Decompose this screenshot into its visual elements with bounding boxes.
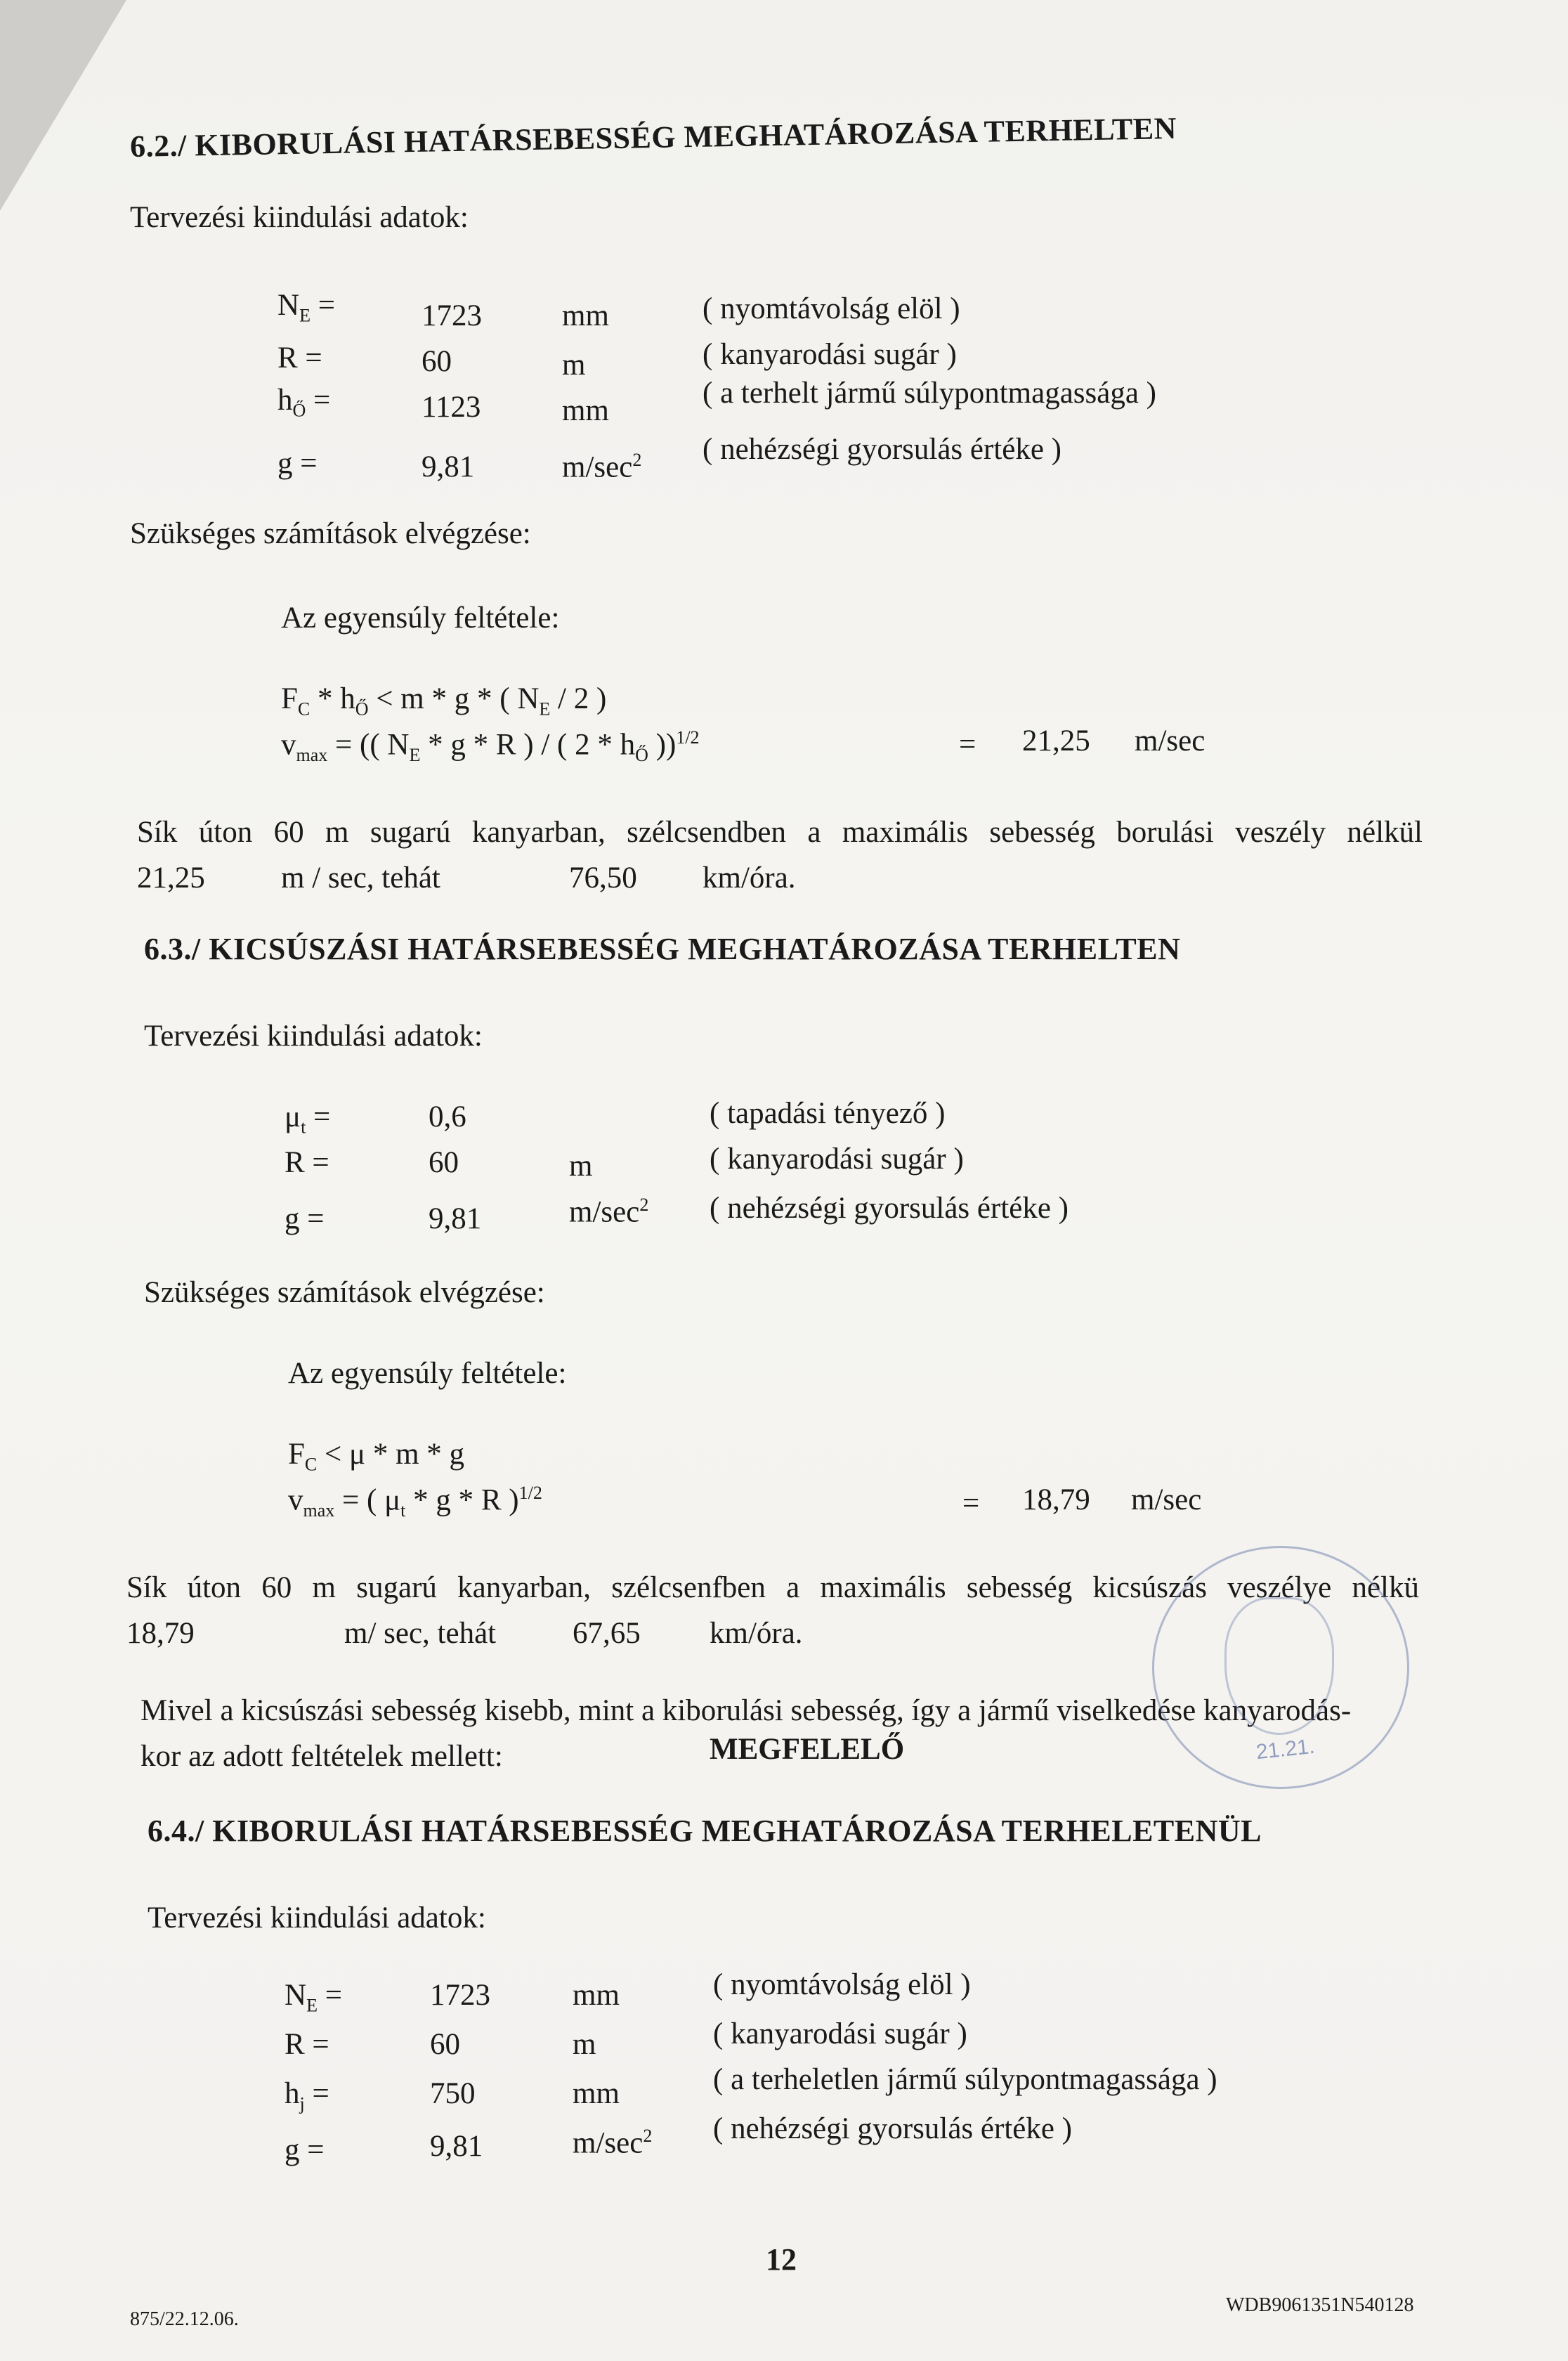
param-label-r: R = (285, 1146, 329, 1179)
param-label-r: R = (285, 2028, 329, 2061)
footer-doc-ref: 875/22.12.06. (130, 2308, 239, 2330)
param-desc: ( kanyarodási sugár ) (713, 2017, 967, 2050)
conclusion-line-1: Sík úton 60 m sugarú kanyarban, szélcsendben a maximális sebesség borulási veszély nélkül (137, 816, 1423, 849)
param-unit: mm (562, 299, 609, 332)
footer-vin: WDB9061351N540128 (1226, 2294, 1414, 2316)
stamp-text: 21.21. (1255, 1734, 1316, 1764)
param-desc: ( nehézségi gyorsulás értéke ) (703, 433, 1062, 466)
param-desc: ( kanyarodási sugár ) (710, 1143, 964, 1176)
result-equals: = (962, 1487, 980, 1520)
param-label-ho: $h_Ő$ = (277, 384, 331, 421)
param-label-r: R = (277, 342, 322, 375)
param-desc: ( kanyarodási sugár ) (703, 338, 957, 371)
param-value: 1123 (422, 391, 481, 424)
conclusion-text: m/ sec, tehát (344, 1617, 497, 1650)
conclusion-unit: km/óra. (703, 861, 796, 895)
param-unit: $m/\sec^2$ (569, 1195, 649, 1229)
param-value: 9,81 (429, 1202, 482, 1235)
param-label-hj: $h_j$ = (285, 2077, 329, 2114)
param-unit: m (573, 2028, 596, 2061)
result-value: 21,25 (1022, 724, 1090, 757)
param-value: 60 (429, 1146, 459, 1179)
param-value: 750 (430, 2077, 476, 2110)
formula-condition: $F_C < \mu * m * g$ (288, 1438, 465, 1475)
param-unit: mm (562, 394, 609, 427)
param-value: 0,6 (429, 1100, 466, 1133)
result-value: 18,79 (1022, 1483, 1090, 1516)
section-heading-6-4: 6.4./ KIBORULÁSI HATÁRSEBESSÉG MEGHATÁROZÁSA TERHELETENÜL (148, 1814, 1262, 1848)
param-label-g: g = (285, 2133, 325, 2166)
param-unit: $m/\sec^2$ (562, 450, 642, 484)
param-value: 9,81 (430, 2130, 483, 2163)
calc-heading: Szükséges számítások elvégzése: (130, 517, 531, 550)
param-desc: ( a terhelt jármű súlypontmagassága ) (703, 377, 1156, 410)
param-label-ne: $N_E$ = (285, 1979, 342, 2016)
param-unit: $m/\sec^2$ (573, 2126, 653, 2160)
section-subheading: Tervezési kiindulási adatok: (148, 1901, 486, 1934)
conclusion-speed-kmh: 76,50 (569, 861, 637, 895)
page-number: 12 (766, 2242, 797, 2277)
formula-vmax: $v_{max}$ = (( $N_E$ * g * R ) / ( $2 * h_Ő$ ))$^{1/2}$ (281, 727, 700, 765)
verdict-result: MEGFELELŐ (710, 1733, 905, 1766)
param-desc: ( nyomtávolság elöl ) (713, 1968, 971, 2001)
param-unit: m (569, 1150, 593, 1183)
param-value: 1723 (422, 299, 482, 332)
official-stamp (1152, 1546, 1409, 1789)
result-unit: m/sec (1135, 724, 1206, 757)
result-equals: = (959, 728, 976, 761)
param-desc: ( nyomtávolság elöl ) (703, 292, 960, 325)
param-label-g: g = (277, 447, 318, 480)
conclusion-text: m / sec, tehát (281, 861, 440, 895)
formula-condition: $F_C * h_Ő < m * g$ * ( $N_E / 2$ ) (281, 682, 607, 720)
formula-vmax: $v_{max}$ = ( $\mu_t$ * g * R )$^{1/2}$ (288, 1483, 542, 1521)
param-desc: ( nehézségi gyorsulás értéke ) (710, 1192, 1069, 1225)
conclusion-unit: km/óra. (710, 1617, 803, 1650)
param-value: 1723 (430, 1979, 490, 2012)
param-unit: mm (573, 2077, 620, 2110)
param-value: 60 (422, 345, 452, 378)
conclusion-line-1: Sík úton 60 m sugarú kanyarban, szélcsenfben a maximális sebesség kicsúszás veszélye nélkü (126, 1571, 1419, 1604)
section-heading-6-3: 6.3./ KICSÚSZÁSI HATÁRSEBESSÉG MEGHATÁROZÁSA TERHELTEN (144, 932, 1181, 966)
param-label-mu: $\mu_t$ = (285, 1100, 331, 1138)
verdict-line-2: kor az adott feltételek mellett: (141, 1740, 503, 1773)
result-unit: m/sec (1131, 1483, 1202, 1516)
balance-label: Az egyensúly feltétele: (288, 1357, 567, 1390)
stamp-emblem-icon (1224, 1597, 1334, 1735)
conclusion-speed-ms: 21,25 (137, 861, 205, 895)
param-label-g: g = (285, 1202, 325, 1235)
section-subheading: Tervezési kiindulási adatok: (130, 201, 469, 234)
param-desc: ( nehézségi gyorsulás értéke ) (713, 2112, 1073, 2145)
param-value: 9,81 (422, 450, 475, 483)
param-desc: ( a terheletlen jármű súlypontmagassága ) (713, 2063, 1217, 2096)
folded-corner (0, 0, 126, 211)
param-value: 60 (430, 2028, 460, 2061)
verdict-line-1: Mivel a kicsúszási sebesség kisebb, mint a kiborulási sebesség, így a jármű viselkedése kanyarodás- (141, 1694, 1352, 1727)
param-label-ne: $N_E$ = (277, 289, 335, 326)
conclusion-speed-kmh: 67,65 (573, 1617, 641, 1650)
section-heading-6-2: 6.2./ KIBORULÁSI HATÁRSEBESSÉG MEGHATÁROZÁSA TERHELTEN (129, 111, 1177, 164)
section-subheading: Tervezési kiindulási adatok: (144, 1020, 483, 1053)
calc-heading: Szükséges számítások elvégzése: (144, 1276, 545, 1309)
param-unit: mm (573, 1979, 620, 2012)
param-unit: m (562, 349, 586, 382)
conclusion-speed-ms: 18,79 (126, 1617, 195, 1650)
balance-label: Az egyensúly feltétele: (281, 601, 560, 635)
param-desc: ( tapadási tényező ) (710, 1097, 946, 1130)
